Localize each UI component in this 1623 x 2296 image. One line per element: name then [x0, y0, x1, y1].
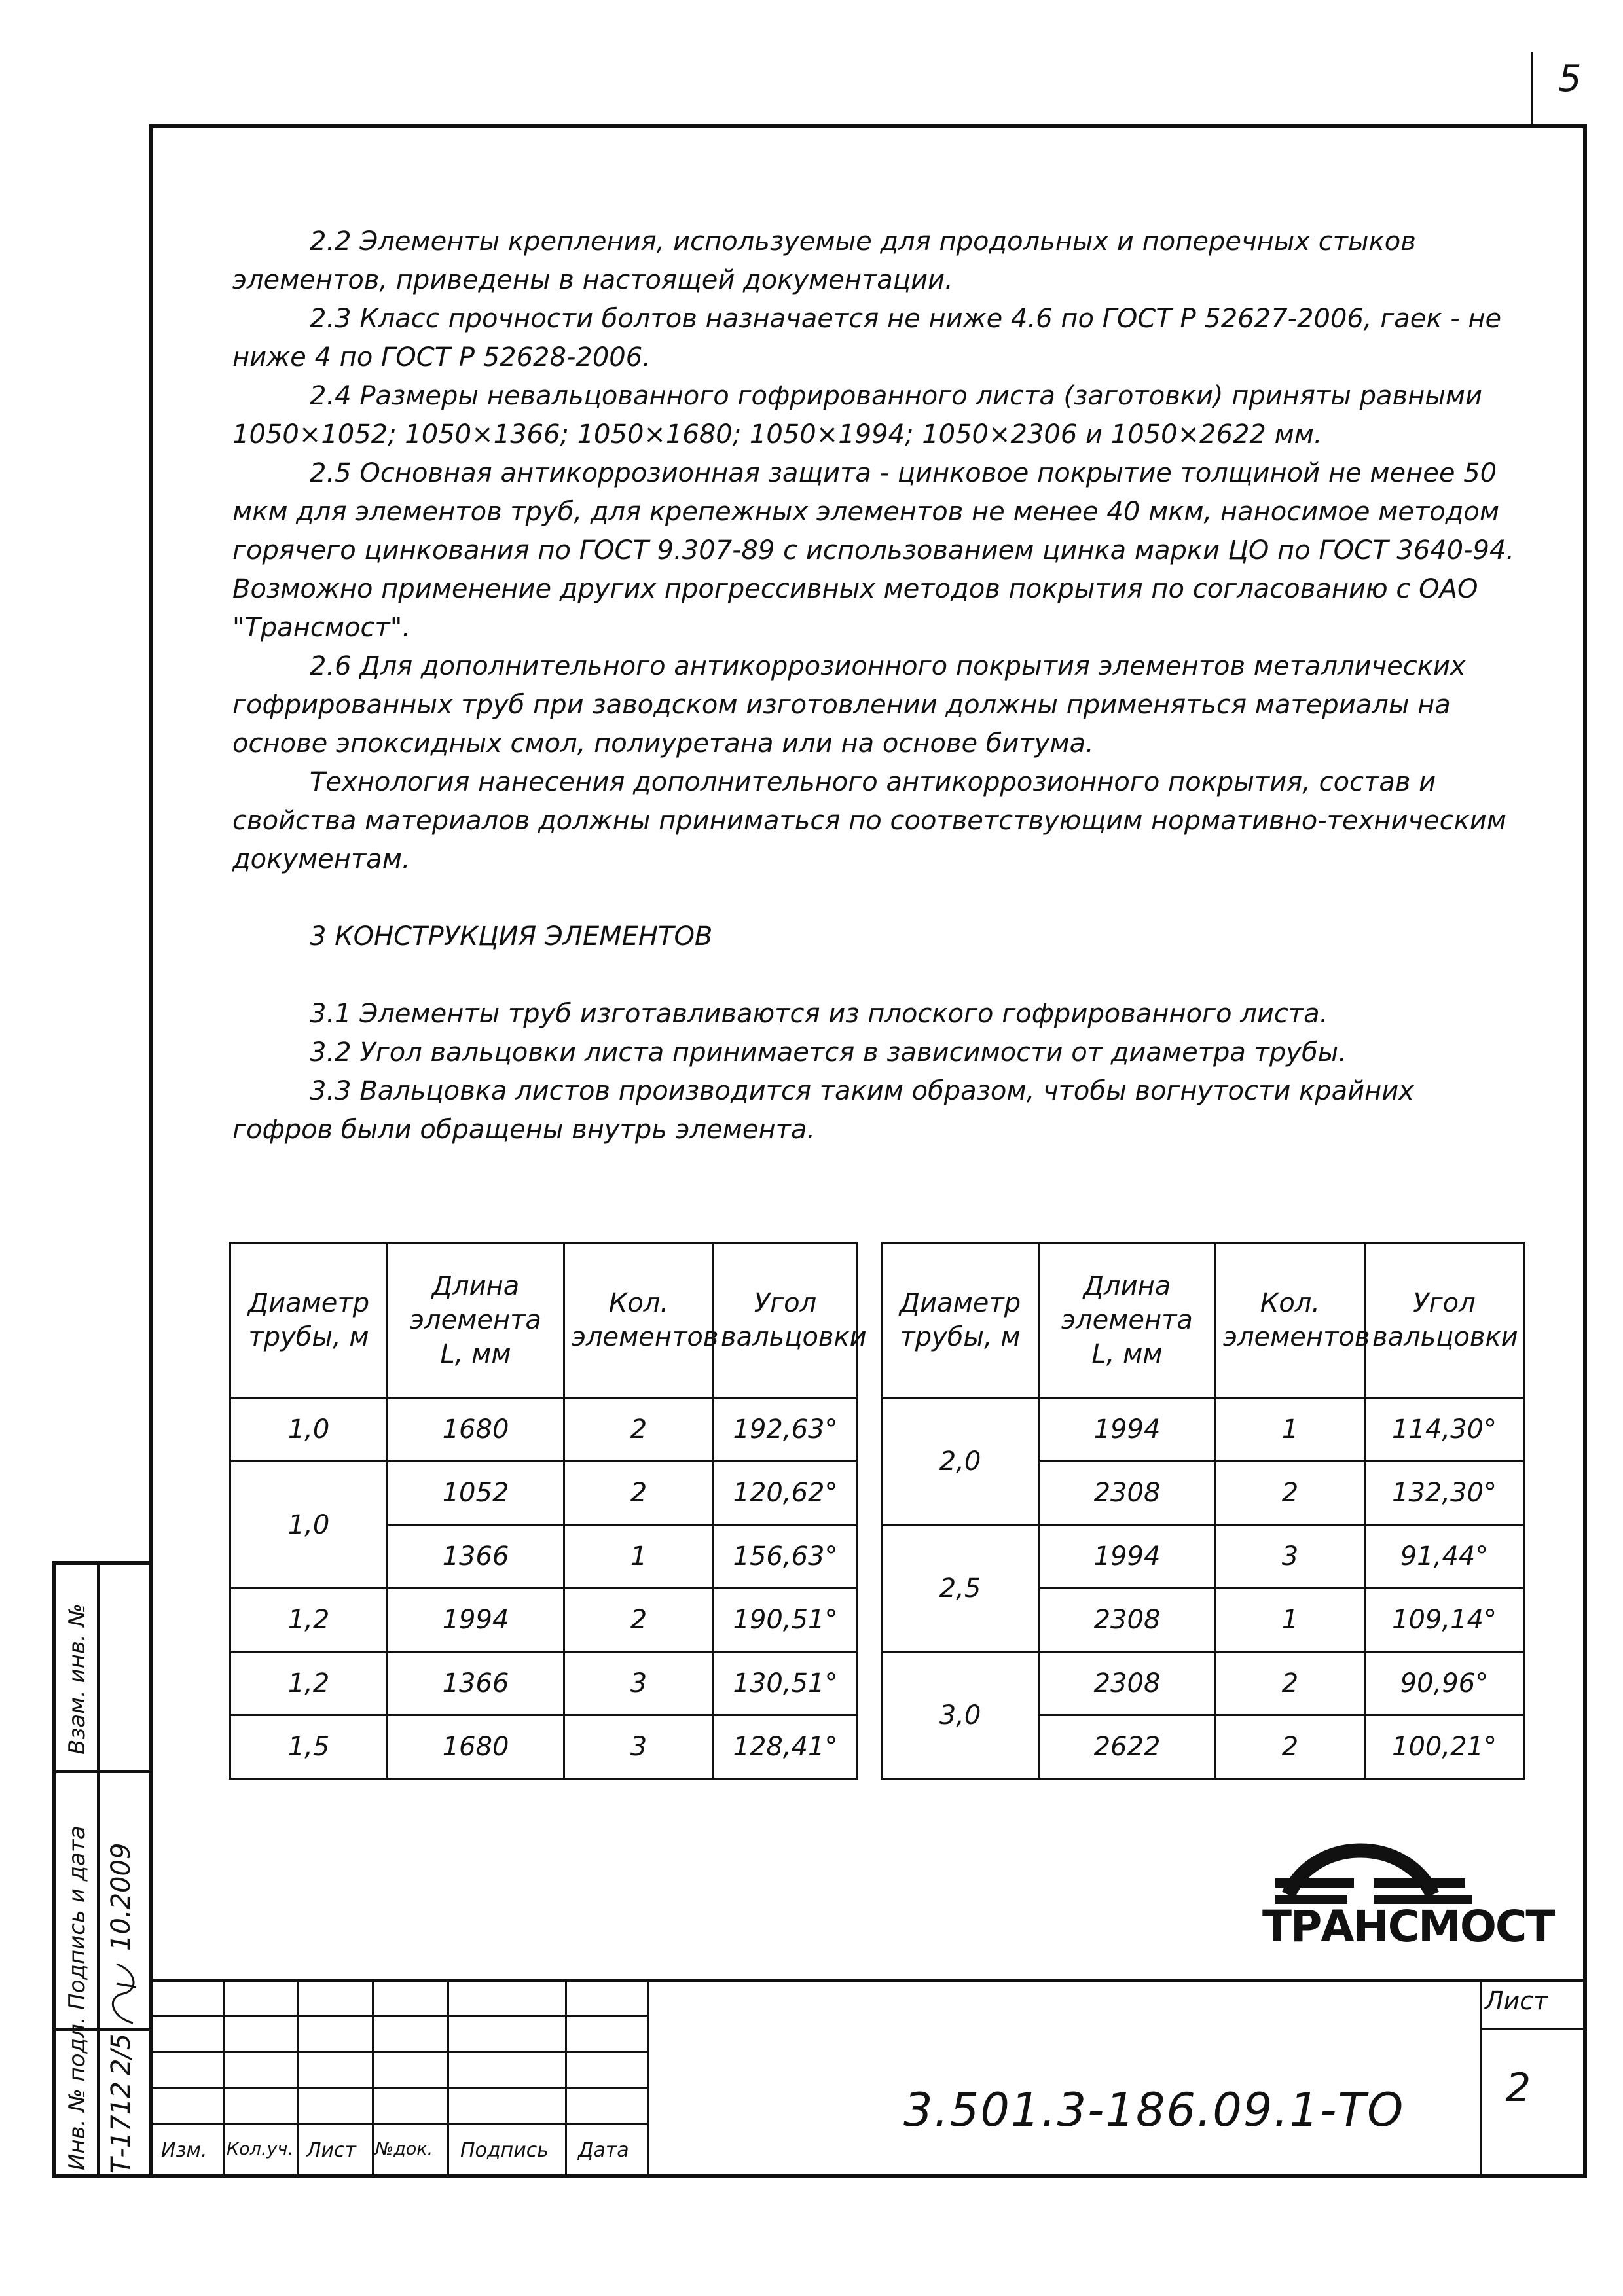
table-row [230, 1715, 858, 1779]
cell-angle: 100,21° [1365, 1715, 1524, 1779]
cell-count: 1 [1216, 1588, 1365, 1652]
cell-diameter: 1,2 [230, 1652, 388, 1715]
cell-length: 2308 [1039, 1652, 1216, 1715]
cell-diameter: 1,2 [230, 1588, 388, 1652]
cell-angle: 91,44° [1365, 1525, 1524, 1588]
table-row [230, 1398, 858, 1462]
cell-count: 3 [564, 1715, 714, 1779]
logo-text: ТРАНСМОСТ [1262, 1901, 1554, 1952]
tb-col-data: Дата [578, 2139, 629, 2162]
tb-col-line [447, 1979, 449, 2178]
header-length: Длина элемента L, мм [1039, 1243, 1216, 1398]
table-row [882, 1652, 1524, 1715]
tb-col-kol: Кол.уч. [227, 2139, 294, 2159]
side-stamp [52, 1561, 151, 2178]
spec-table-right [881, 1242, 1525, 1780]
cell-diameter: 2,0 [882, 1398, 1039, 1525]
cell-count: 1 [564, 1525, 714, 1588]
cell-count: 2 [564, 1588, 714, 1652]
tb-col-line [223, 1979, 225, 2178]
tb-col-izm: Изм. [161, 2139, 208, 2162]
cell-count: 3 [564, 1652, 714, 1715]
body-text [232, 223, 1516, 1149]
stamp-inv-label: Инв. № подл. [64, 2017, 90, 2170]
tb-col-list: Лист [306, 2139, 357, 2162]
cell-length: 1052 [388, 1462, 564, 1525]
table-row [882, 1398, 1524, 1462]
sheet-number: 2 [1506, 2065, 1531, 2111]
cell-count: 1 [1216, 1398, 1365, 1462]
cell-angle: 90,96° [1365, 1652, 1524, 1715]
table-row [882, 1525, 1524, 1588]
cell-diameter: 1,0 [230, 1462, 388, 1588]
table-header-row [230, 1243, 858, 1398]
paragraph-3-1: 3.1 Элементы труб изготавливаются из плоского гофрированного листа. [310, 999, 1328, 1029]
cell-count: 2 [564, 1462, 714, 1525]
cell-length: 1994 [388, 1588, 564, 1652]
paragraph-3-2: 3.2 Угол вальцовки листа принимается в зависимости от диаметра трубы. [310, 1037, 1347, 1067]
sheet-label: Лист [1485, 1986, 1548, 2015]
table-header-row [882, 1243, 1524, 1398]
cell-length: 1994 [1039, 1525, 1216, 1588]
paragraph-2-3: 2.3 Класс прочности болтов назначается не ниже 4.6 по ГОСТ Р 52627-2006, гаек - не ниже 4 по ГОСТ Р 52628-2006. [232, 304, 1502, 372]
paragraph-technology: Технология нанесения дополнительного антикоррозионного покрытия, состав и свойства материалов должны приниматься по соответствующим нормативно-техническим документам. [232, 767, 1506, 874]
cell-angle: 109,14° [1365, 1588, 1524, 1652]
stamp-podpis-label: Подпись и дата [64, 1825, 90, 2010]
cell-count: 2 [1216, 1652, 1365, 1715]
cell-diameter: 2,5 [882, 1525, 1039, 1652]
tb-col-line [647, 1979, 649, 2178]
cell-angle: 130,51° [714, 1652, 858, 1715]
cell-angle: 114,30° [1365, 1398, 1524, 1462]
cell-length: 2622 [1039, 1715, 1216, 1779]
cell-angle: 156,63° [714, 1525, 858, 1588]
table-row [230, 1652, 858, 1715]
cell-length: 1680 [388, 1715, 564, 1779]
header-count: Кол. элементов [564, 1243, 714, 1398]
paragraph-2-6: 2.6 Для дополнительного антикоррозионного покрытия элементов металлических гофрированных труб при заводском изготовлении должны применяться материалы на основе эпоксидных смол, полиуретана или на основе битума. [232, 651, 1466, 759]
header-length: Длина элемента L, мм [388, 1243, 564, 1398]
header-angle: Угол вальцовки [714, 1243, 858, 1398]
page-number: 5 [1558, 58, 1582, 100]
cell-diameter: 3,0 [882, 1652, 1039, 1779]
header-diameter: Диаметр трубы, м [882, 1243, 1039, 1398]
page-number-tick [1531, 52, 1533, 124]
tb-sheet-line [1480, 2028, 1587, 2030]
stamp-date-value: 10.2009 [106, 1842, 136, 1951]
cell-length: 1366 [388, 1652, 564, 1715]
paragraph-2-2: 2.2 Элементы крепления, используемые для продольных и поперечных стыков элементов, приведены в настоящей документации. [232, 226, 1416, 295]
paragraph-2-4: 2.4 Размеры невальцованного гофрированного листа (заготовки) приняты равными 1050×1052; 1050×1366; 1050×1680; 1050×1994; 1050×2306 и 1050×2622 мм. [232, 381, 1482, 450]
stamp-vzam-label: Взам. инв. № [64, 1604, 90, 1755]
stamp-inv-value: Т-1712 [106, 2081, 136, 2174]
tb-col-line [372, 1979, 374, 2178]
cell-count: 2 [1216, 1462, 1365, 1525]
cell-angle: 192,63° [714, 1398, 858, 1462]
cell-length: 1680 [388, 1398, 564, 1462]
tb-top-line [149, 1979, 1587, 1982]
header-angle: Угол вальцовки [1365, 1243, 1524, 1398]
cell-angle: 128,41° [714, 1715, 858, 1779]
stamp-divider [97, 1565, 100, 2178]
title-block [149, 1979, 1587, 2178]
cell-length: 1366 [388, 1525, 564, 1588]
cell-count: 2 [1216, 1715, 1365, 1779]
cell-angle: 132,30° [1365, 1462, 1524, 1525]
table-row [230, 1462, 858, 1525]
tb-col-line [565, 1979, 567, 2178]
cell-diameter: 1,0 [230, 1398, 388, 1462]
tb-col-podpis: Подпись [460, 2139, 549, 2162]
cell-length: 2308 [1039, 1588, 1216, 1652]
cell-angle: 190,51° [714, 1588, 858, 1652]
cell-length: 2308 [1039, 1462, 1216, 1525]
document-code: 3.501.3-186.09.1-ТО [903, 2083, 1405, 2137]
header-count: Кол. элементов [1216, 1243, 1365, 1398]
paragraph-2-5: 2.5 Основная антикоррозионная защита - цинковое покрытие толщиной не менее 50 мкм для элементов труб, для крепежных элементов не менее 40 мкм, наносимое методом горячего цинкования по ГОСТ 9.307-89 с использованием цинка марки ЦО по ГОСТ 3640-94. Возможно применение других прогрессивных методов покрытия по согласованию с ОАО "Трансмост". [232, 458, 1515, 643]
stamp-inv-value-2: 2/5 [106, 2033, 136, 2075]
paragraph-3-3: 3.3 Вальцовка листов производится таким образом, чтобы вогнутости крайних гофров были обращены внутрь элемента. [232, 1076, 1414, 1145]
tb-col-ndok: №док. [375, 2139, 433, 2159]
cell-length: 1994 [1039, 1398, 1216, 1462]
table-row [230, 1588, 858, 1652]
cell-angle: 120,62° [714, 1462, 858, 1525]
cell-diameter: 1,5 [230, 1715, 388, 1779]
section-title: 3 КОНСТРУКЦИЯ ЭЛЕМЕНТОВ [310, 922, 713, 952]
cell-count: 3 [1216, 1525, 1365, 1588]
spec-table-left [229, 1242, 867, 1780]
tb-sheet-divider [1480, 1979, 1482, 2178]
signature-icon [103, 1958, 143, 2030]
header-diameter: Диаметр трубы, м [230, 1243, 388, 1398]
tb-col-line [297, 1979, 299, 2178]
cell-count: 2 [564, 1398, 714, 1462]
